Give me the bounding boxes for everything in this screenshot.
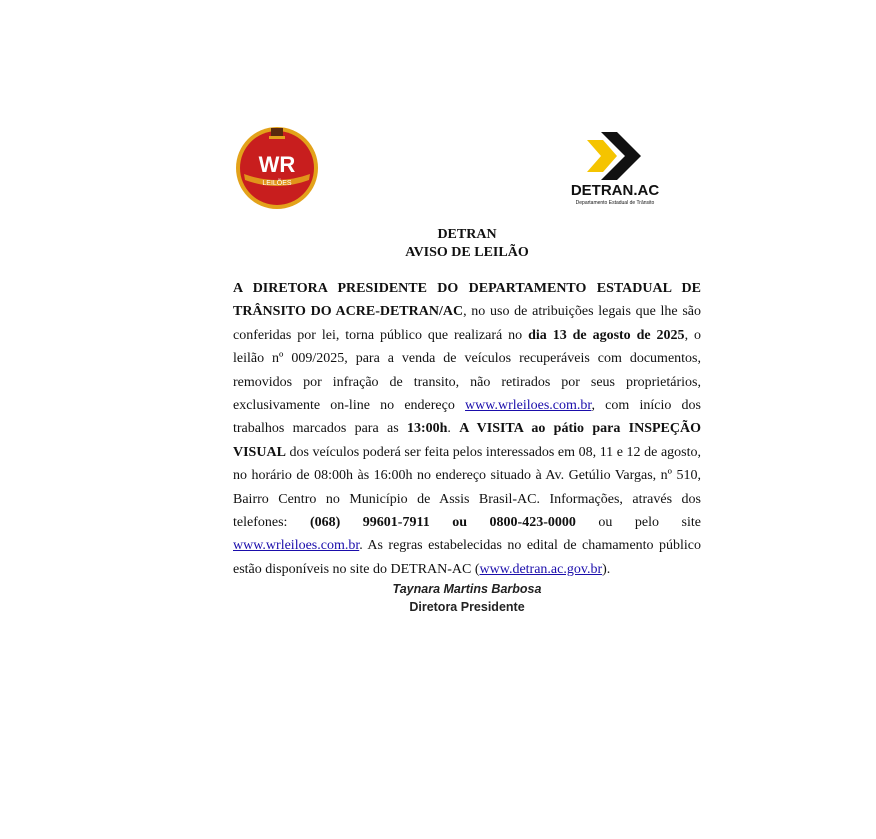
detran-name: DETRAN.AC: [570, 182, 660, 199]
notice-org: DETRAN: [437, 227, 497, 242]
logo-wr-caption: LEILÕES: [262, 180, 292, 187]
phone-number: 0800-423-0000: [489, 515, 576, 531]
detran-subtitle: Departamento Estadual de Trânsito: [575, 200, 655, 206]
wr-leiloes-logo: [231, 122, 323, 210]
logo-wr-mark: WR: [258, 152, 296, 177]
wrleiloes-link[interactable]: www.wrleiloes.com.br: [233, 538, 360, 554]
auction-notice: [233, 226, 701, 581]
auction-time: 13:00h: [406, 421, 448, 437]
notice-title: AVISO DE LEILÃO: [405, 245, 529, 260]
auction-date: dia 13 de agosto de 2025: [528, 327, 685, 343]
signature-block: [233, 580, 701, 616]
chevron-icon: [587, 140, 617, 172]
detran-site-link[interactable]: www.detran.ac.gov.br: [479, 561, 603, 577]
wrleiloes-link[interactable]: www.wrleiloes.com.br: [465, 398, 592, 414]
detran-ac-logo: [563, 130, 667, 210]
notice-body: A DIRETORA PRESIDENTE DO DEPARTAMENTO ESTADUAL DE TRÂNSITO DO ACRE-DETRAN/AC, no uso de atribuições legais que lhe são conferidas por lei, torna público que realizará no dia 13 de agosto de 2025, o leilão nº 009/2025, para a venda de veículos recuperáveis com documentos, removidos por infração de transito, não retirados por seus proprietários, exclusivamente on-line no endereço www.wrleiloes.com.br, com início dos trabalhos marcados para as 13:00h. A VISITA ao pátio para INSPEÇÃO VISUAL dos veículos poderá ser feita pelos interessados em 08, 11 e 12 de agosto, no horário de 08:00h às 16:00h no endereço situado à Av. Getúlio Vargas, nº 510, Bairro Centro no Município de Assis Brasil-AC. Informações, através dos telefones: (068) 99601-7911 ou 0800-423-0000 ou pelo site www.wrleiloes.com.br. As regras estabelecidas no edital de chamamento público estão disponíveis no site do DETRAN-AC (www.detran.ac.gov.br).: [233, 281, 702, 577]
signatory-role: Diretora Presidente: [409, 600, 525, 614]
phone-number: (068) 99601-7911: [309, 515, 430, 531]
signatory-name: Taynara Martins Barbosa: [392, 582, 542, 596]
notice-issuer: A DIRETORA PRESIDENTE DO DEPARTAMENTO ESTADUAL DE TRÂNSITO DO ACRE-DETRAN/AC: [233, 281, 701, 320]
